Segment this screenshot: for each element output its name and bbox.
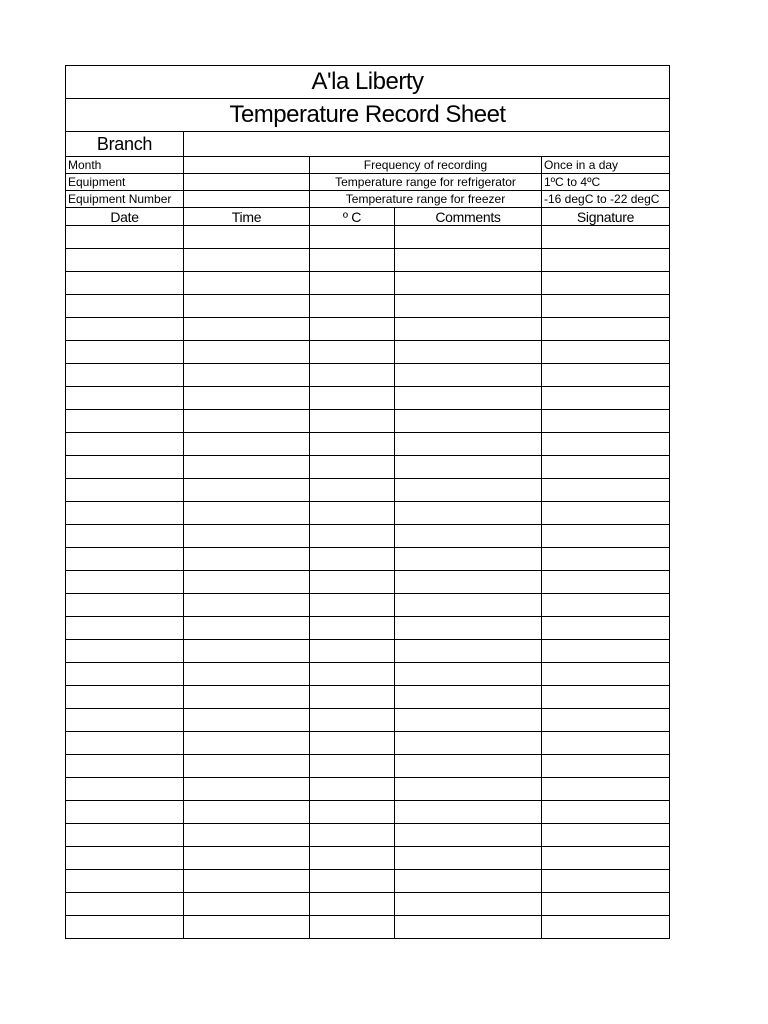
temperature-cell[interactable] xyxy=(310,525,395,548)
table-row xyxy=(66,778,670,801)
signature-cell[interactable] xyxy=(542,226,670,249)
comments-cell[interactable] xyxy=(395,755,542,778)
table-row xyxy=(66,617,670,640)
time-cell[interactable] xyxy=(184,824,310,847)
refrigerator-range-value: 1ºC to 4ºC xyxy=(542,174,670,191)
temperature-cell[interactable] xyxy=(310,801,395,824)
date-cell[interactable] xyxy=(66,479,184,502)
date-cell[interactable] xyxy=(66,502,184,525)
temperature-cell[interactable] xyxy=(310,410,395,433)
time-cell[interactable] xyxy=(184,456,310,479)
table-row xyxy=(66,916,670,939)
comments-cell[interactable] xyxy=(395,732,542,755)
info-row-equipment-number xyxy=(66,191,670,208)
signature-cell[interactable] xyxy=(542,686,670,709)
time-cell[interactable] xyxy=(184,916,310,939)
table-row xyxy=(66,847,670,870)
signature-cell[interactable] xyxy=(542,709,670,732)
comments-cell[interactable] xyxy=(395,893,542,916)
date-cell[interactable] xyxy=(66,847,184,870)
date-cell[interactable] xyxy=(66,732,184,755)
equipment-label: Equipment xyxy=(66,174,184,191)
table-row xyxy=(66,525,670,548)
table-row xyxy=(66,571,670,594)
signature-cell[interactable] xyxy=(542,502,670,525)
temperature-cell[interactable] xyxy=(310,571,395,594)
table-row xyxy=(66,295,670,318)
comments-cell[interactable] xyxy=(395,870,542,893)
branch-label: Branch xyxy=(66,132,184,157)
date-cell[interactable] xyxy=(66,870,184,893)
temperature-cell[interactable] xyxy=(310,364,395,387)
table-row xyxy=(66,824,670,847)
comments-cell[interactable] xyxy=(395,847,542,870)
equipment-number-label: Equipment Number xyxy=(66,191,184,208)
date-cell[interactable] xyxy=(66,617,184,640)
date-cell[interactable] xyxy=(66,640,184,663)
table-row xyxy=(66,709,670,732)
date-cell[interactable] xyxy=(66,548,184,571)
time-cell[interactable] xyxy=(184,778,310,801)
sheet-title: A'la Liberty xyxy=(66,66,670,99)
equipment-number-field[interactable] xyxy=(184,191,310,208)
comments-cell[interactable] xyxy=(395,249,542,272)
table-row xyxy=(66,801,670,824)
signature-cell[interactable] xyxy=(542,732,670,755)
signature-cell[interactable] xyxy=(542,640,670,663)
signature-cell[interactable] xyxy=(542,295,670,318)
branch-field[interactable] xyxy=(184,132,670,157)
signature-cell[interactable] xyxy=(542,479,670,502)
temperature-cell[interactable] xyxy=(310,272,395,295)
comments-cell[interactable] xyxy=(395,387,542,410)
time-cell[interactable] xyxy=(184,525,310,548)
date-cell[interactable] xyxy=(66,249,184,272)
table-row xyxy=(66,433,670,456)
temperature-cell[interactable] xyxy=(310,318,395,341)
signature-cell[interactable] xyxy=(542,318,670,341)
signature-cell[interactable] xyxy=(542,364,670,387)
temperature-cell[interactable] xyxy=(310,295,395,318)
signature-cell[interactable] xyxy=(542,456,670,479)
comments-cell[interactable] xyxy=(395,341,542,364)
comments-cell[interactable] xyxy=(395,801,542,824)
signature-cell[interactable] xyxy=(542,387,670,410)
table-row xyxy=(66,341,670,364)
table-row xyxy=(66,272,670,295)
column-header-date: Date xyxy=(66,208,184,226)
table-row xyxy=(66,502,670,525)
table-row xyxy=(66,548,670,571)
temperature-cell[interactable] xyxy=(310,847,395,870)
table-row xyxy=(66,594,670,617)
temperature-cell[interactable] xyxy=(310,479,395,502)
time-cell[interactable] xyxy=(184,709,310,732)
table-row xyxy=(66,686,670,709)
signature-cell[interactable] xyxy=(542,341,670,364)
comments-cell[interactable] xyxy=(395,663,542,686)
temperature-cell[interactable] xyxy=(310,686,395,709)
time-cell[interactable] xyxy=(184,479,310,502)
time-cell[interactable] xyxy=(184,387,310,410)
table-row xyxy=(66,364,670,387)
table-row xyxy=(66,663,670,686)
temperature-cell[interactable] xyxy=(310,640,395,663)
time-cell[interactable] xyxy=(184,594,310,617)
date-cell[interactable] xyxy=(66,824,184,847)
comments-cell[interactable] xyxy=(395,433,542,456)
freezer-range-value: -16 degC to -22 degC xyxy=(542,191,670,208)
signature-cell[interactable] xyxy=(542,410,670,433)
time-cell[interactable] xyxy=(184,295,310,318)
signature-cell[interactable] xyxy=(542,778,670,801)
date-cell[interactable] xyxy=(66,663,184,686)
date-cell[interactable] xyxy=(66,272,184,295)
signature-cell[interactable] xyxy=(542,617,670,640)
table-row xyxy=(66,249,670,272)
table-row xyxy=(66,870,670,893)
comments-cell[interactable] xyxy=(395,364,542,387)
signature-cell[interactable] xyxy=(542,249,670,272)
date-cell[interactable] xyxy=(66,571,184,594)
time-cell[interactable] xyxy=(184,732,310,755)
table-row xyxy=(66,226,670,249)
month-field[interactable] xyxy=(184,157,310,174)
signature-cell[interactable] xyxy=(542,548,670,571)
signature-cell[interactable] xyxy=(542,272,670,295)
table-row xyxy=(66,456,670,479)
date-cell[interactable] xyxy=(66,525,184,548)
date-cell[interactable] xyxy=(66,226,184,249)
signature-cell[interactable] xyxy=(542,916,670,939)
date-cell[interactable] xyxy=(66,364,184,387)
comments-cell[interactable] xyxy=(395,686,542,709)
time-cell[interactable] xyxy=(184,801,310,824)
temperature-cell[interactable] xyxy=(310,433,395,456)
time-cell[interactable] xyxy=(184,755,310,778)
comments-cell[interactable] xyxy=(395,916,542,939)
table-row xyxy=(66,387,670,410)
time-cell[interactable] xyxy=(184,617,310,640)
time-cell[interactable] xyxy=(184,341,310,364)
signature-cell[interactable] xyxy=(542,433,670,456)
temperature-cell[interactable] xyxy=(310,387,395,410)
date-cell[interactable] xyxy=(66,387,184,410)
temperature-cell[interactable] xyxy=(310,732,395,755)
date-cell[interactable] xyxy=(66,433,184,456)
temperature-cell[interactable] xyxy=(310,755,395,778)
comments-cell[interactable] xyxy=(395,226,542,249)
temperature-cell[interactable] xyxy=(310,456,395,479)
comments-cell[interactable] xyxy=(395,272,542,295)
time-cell[interactable] xyxy=(184,640,310,663)
sheet-subtitle: Temperature Record Sheet xyxy=(66,99,670,132)
date-cell[interactable] xyxy=(66,893,184,916)
signature-cell[interactable] xyxy=(542,824,670,847)
comments-cell[interactable] xyxy=(395,640,542,663)
comments-cell[interactable] xyxy=(395,525,542,548)
signature-cell[interactable] xyxy=(542,663,670,686)
temperature-cell[interactable] xyxy=(310,778,395,801)
comments-cell[interactable] xyxy=(395,824,542,847)
temperature-record-table xyxy=(65,65,670,939)
table-row xyxy=(66,732,670,755)
date-cell[interactable] xyxy=(66,778,184,801)
table-row xyxy=(66,755,670,778)
equipment-field[interactable] xyxy=(184,174,310,191)
time-cell[interactable] xyxy=(184,410,310,433)
date-cell[interactable] xyxy=(66,686,184,709)
time-cell[interactable] xyxy=(184,226,310,249)
table-row xyxy=(66,893,670,916)
date-cell[interactable] xyxy=(66,916,184,939)
temperature-cell[interactable] xyxy=(310,341,395,364)
table-row xyxy=(66,640,670,663)
signature-cell[interactable] xyxy=(542,571,670,594)
time-cell[interactable] xyxy=(184,847,310,870)
date-cell[interactable] xyxy=(66,318,184,341)
comments-cell[interactable] xyxy=(395,594,542,617)
comments-cell[interactable] xyxy=(395,295,542,318)
signature-cell[interactable] xyxy=(542,870,670,893)
column-header-signature: Signature xyxy=(542,208,670,226)
time-cell[interactable] xyxy=(184,433,310,456)
signature-cell[interactable] xyxy=(542,847,670,870)
refrigerator-range-label: Temperature range for refrigerator xyxy=(310,174,542,191)
comments-cell[interactable] xyxy=(395,456,542,479)
table-row xyxy=(66,479,670,502)
time-cell[interactable] xyxy=(184,571,310,594)
frequency-value: Once in a day xyxy=(542,157,670,174)
temperature-cell[interactable] xyxy=(310,548,395,571)
signature-cell[interactable] xyxy=(542,594,670,617)
temperature-cell[interactable] xyxy=(310,249,395,272)
temperature-cell[interactable] xyxy=(310,594,395,617)
frequency-label: Frequency of recording xyxy=(310,157,542,174)
column-header-temperature: º C xyxy=(310,208,395,226)
time-cell[interactable] xyxy=(184,502,310,525)
column-header-comments: Comments xyxy=(395,208,542,226)
temperature-cell[interactable] xyxy=(310,870,395,893)
temperature-cell[interactable] xyxy=(310,824,395,847)
month-label: Month xyxy=(66,157,184,174)
date-cell[interactable] xyxy=(66,709,184,732)
signature-cell[interactable] xyxy=(542,755,670,778)
temperature-cell[interactable] xyxy=(310,709,395,732)
date-cell[interactable] xyxy=(66,410,184,433)
temperature-cell[interactable] xyxy=(310,916,395,939)
temperature-cell[interactable] xyxy=(310,663,395,686)
signature-cell[interactable] xyxy=(542,525,670,548)
temperature-cell[interactable] xyxy=(310,502,395,525)
table-row xyxy=(66,318,670,341)
signature-cell[interactable] xyxy=(542,893,670,916)
time-cell[interactable] xyxy=(184,548,310,571)
info-row-month xyxy=(66,157,670,174)
temperature-cell[interactable] xyxy=(310,893,395,916)
comments-cell[interactable] xyxy=(395,778,542,801)
date-cell[interactable] xyxy=(66,295,184,318)
time-cell[interactable] xyxy=(184,893,310,916)
temperature-cell[interactable] xyxy=(310,617,395,640)
comments-cell[interactable] xyxy=(395,318,542,341)
time-cell[interactable] xyxy=(184,663,310,686)
comments-cell[interactable] xyxy=(395,617,542,640)
time-cell[interactable] xyxy=(184,686,310,709)
temperature-cell[interactable] xyxy=(310,226,395,249)
table-row xyxy=(66,410,670,433)
time-cell[interactable] xyxy=(184,272,310,295)
time-cell[interactable] xyxy=(184,364,310,387)
comments-cell[interactable] xyxy=(395,410,542,433)
signature-cell[interactable] xyxy=(542,801,670,824)
comments-cell[interactable] xyxy=(395,502,542,525)
comments-cell[interactable] xyxy=(395,709,542,732)
date-cell[interactable] xyxy=(66,341,184,364)
comments-cell[interactable] xyxy=(395,479,542,502)
column-header-time: Time xyxy=(184,208,310,226)
info-row-equipment xyxy=(66,174,670,191)
time-cell[interactable] xyxy=(184,318,310,341)
comments-cell[interactable] xyxy=(395,548,542,571)
time-cell[interactable] xyxy=(184,249,310,272)
date-cell[interactable] xyxy=(66,456,184,479)
comments-cell[interactable] xyxy=(395,571,542,594)
freezer-range-label: Temperature range for freezer xyxy=(310,191,542,208)
date-cell[interactable] xyxy=(66,801,184,824)
time-cell[interactable] xyxy=(184,870,310,893)
column-header-row xyxy=(66,208,670,226)
date-cell[interactable] xyxy=(66,594,184,617)
date-cell[interactable] xyxy=(66,755,184,778)
